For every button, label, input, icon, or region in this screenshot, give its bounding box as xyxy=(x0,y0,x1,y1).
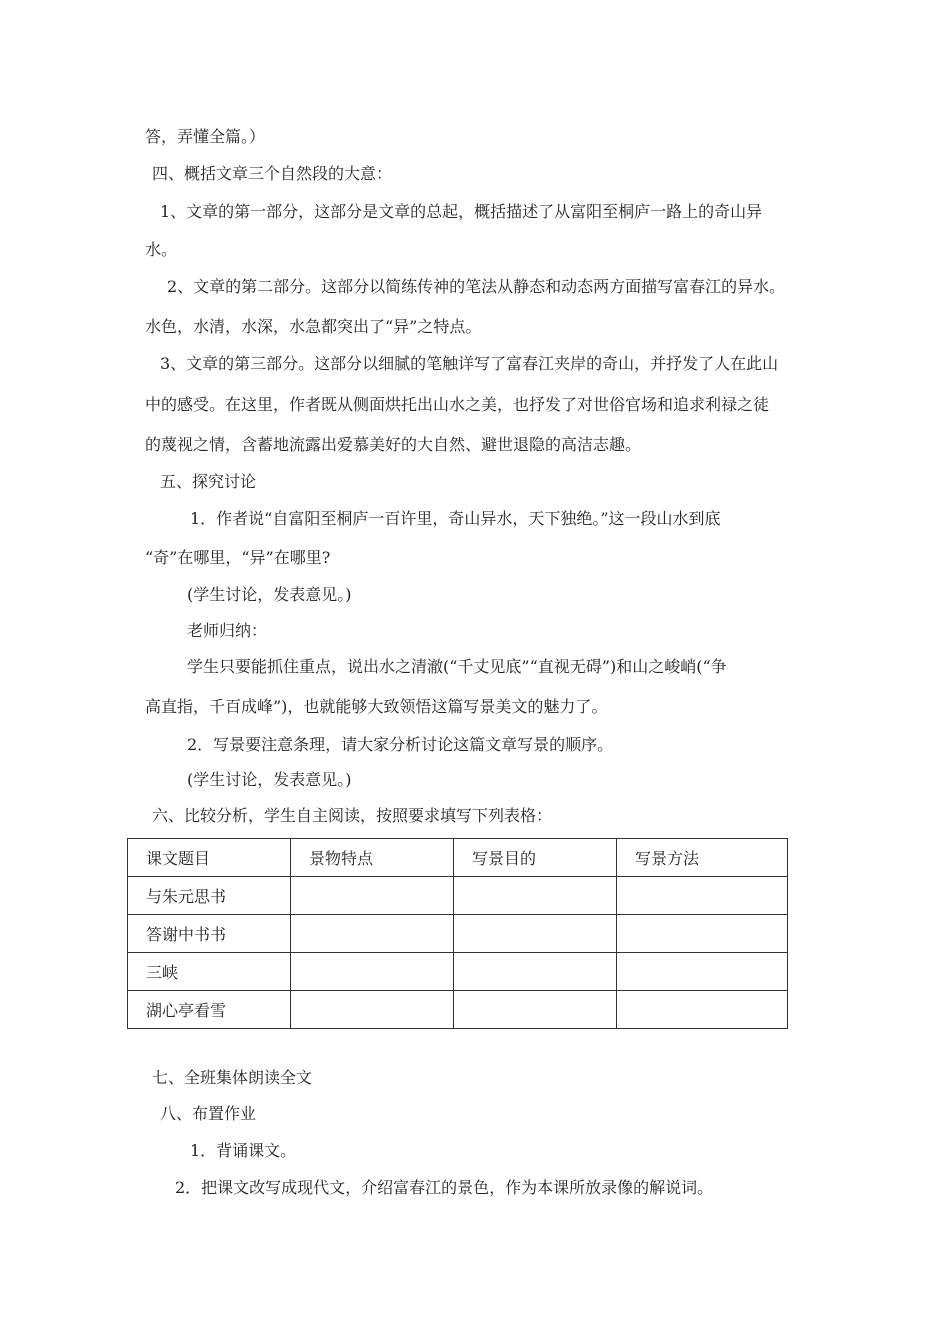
table-cell xyxy=(454,915,617,953)
table-row xyxy=(128,915,788,953)
table-cell xyxy=(454,991,617,1029)
section-heading-4: 四、概括文章三个自然段的大意： xyxy=(152,164,393,183)
table-cell xyxy=(291,877,454,915)
paragraph-line: 水色，水清，水深，水急都突出了“异”之特点。 xyxy=(145,317,482,336)
table-header-cell: 景物特点 xyxy=(291,839,454,877)
table-cell xyxy=(454,877,617,915)
paragraph-line: 2、文章的第二部分。这部分以简练传神的笔法从静态和动态两方面描写富春江的异水。 xyxy=(167,277,786,296)
paragraph-line: 1．背诵课文。 xyxy=(190,1141,297,1160)
table-cell: 与朱元思书 xyxy=(128,877,291,915)
paragraph-line: “奇”在哪里，“异”在哪里? xyxy=(145,548,331,567)
paragraph-line: 2．把课文改写成现代文，介绍富春江的景色，作为本课所放录像的解说词。 xyxy=(175,1178,714,1197)
paragraph-line: 高直指，千百成峰”)，也就能够大致领悟这篇写景美文的魅力了。 xyxy=(145,697,608,716)
paragraph-line: 中的感受。在这里，作者既从侧面烘托出山水之美，也抒发了对世俗官场和追求利禄之徒 xyxy=(145,395,770,414)
paragraph-line: 老师归纳： xyxy=(187,621,268,640)
paragraph-line: 1、文章的第一部分，这部分是文章的总起，概括描述了从富阳至桐庐一路上的奇山异 xyxy=(160,202,763,221)
table-header-cell: 课文题目 xyxy=(128,839,291,877)
comparison-table xyxy=(127,838,788,1029)
table-cell xyxy=(617,915,788,953)
section-heading-8: 八、布置作业 xyxy=(160,1104,257,1123)
table-row xyxy=(128,953,788,991)
table-cell: 答谢中书书 xyxy=(128,915,291,953)
table-cell xyxy=(291,953,454,991)
paragraph-line: 2．写景要注意条理，请大家分析讨论这篇文章写景的顺序。 xyxy=(187,735,614,754)
table-row xyxy=(128,991,788,1029)
table-row xyxy=(128,877,788,915)
table-cell: 三峡 xyxy=(128,953,291,991)
table-cell xyxy=(291,915,454,953)
paragraph-line: 3、文章的第三部分。这部分以细腻的笔触详写了富春江夹岸的奇山，并抒发了人在此山 xyxy=(160,354,779,373)
table-cell xyxy=(617,877,788,915)
table-header-cell: 写景目的 xyxy=(454,839,617,877)
paragraph-line: 水。 xyxy=(145,240,178,259)
paragraph-line: (学生讨论，发表意见。) xyxy=(187,770,352,789)
paragraph-line: 学生只要能抓住重点，说出水之清澈(“千丈见底”“直视无碍”)和山之峻峭(“争 xyxy=(187,657,727,676)
table-cell xyxy=(617,991,788,1029)
paragraph-line: 1．作者说“自富阳至桐庐一百许里，奇山异水，天下独绝。”这一段山水到底 xyxy=(190,509,721,528)
section-heading-7: 七、全班集体朗读全文 xyxy=(152,1068,313,1087)
table-cell xyxy=(291,991,454,1029)
table-cell xyxy=(617,953,788,991)
section-heading-6: 六、比较分析，学生自主阅读，按照要求填写下列表格： xyxy=(152,806,553,825)
table-header-row xyxy=(128,839,788,877)
paragraph-line: 答，弄懂全篇。） xyxy=(145,127,266,146)
paragraph-line: (学生讨论，发表意见。) xyxy=(187,585,352,604)
table-cell: 湖心亭看雪 xyxy=(128,991,291,1029)
paragraph-line: 的蔑视之情，含蓄地流露出爱慕美好的大自然、避世退隐的高洁志趣。 xyxy=(145,435,642,454)
section-heading-5: 五、探究讨论 xyxy=(160,472,257,491)
table-cell xyxy=(454,953,617,991)
table-header-cell: 写景方法 xyxy=(617,839,788,877)
